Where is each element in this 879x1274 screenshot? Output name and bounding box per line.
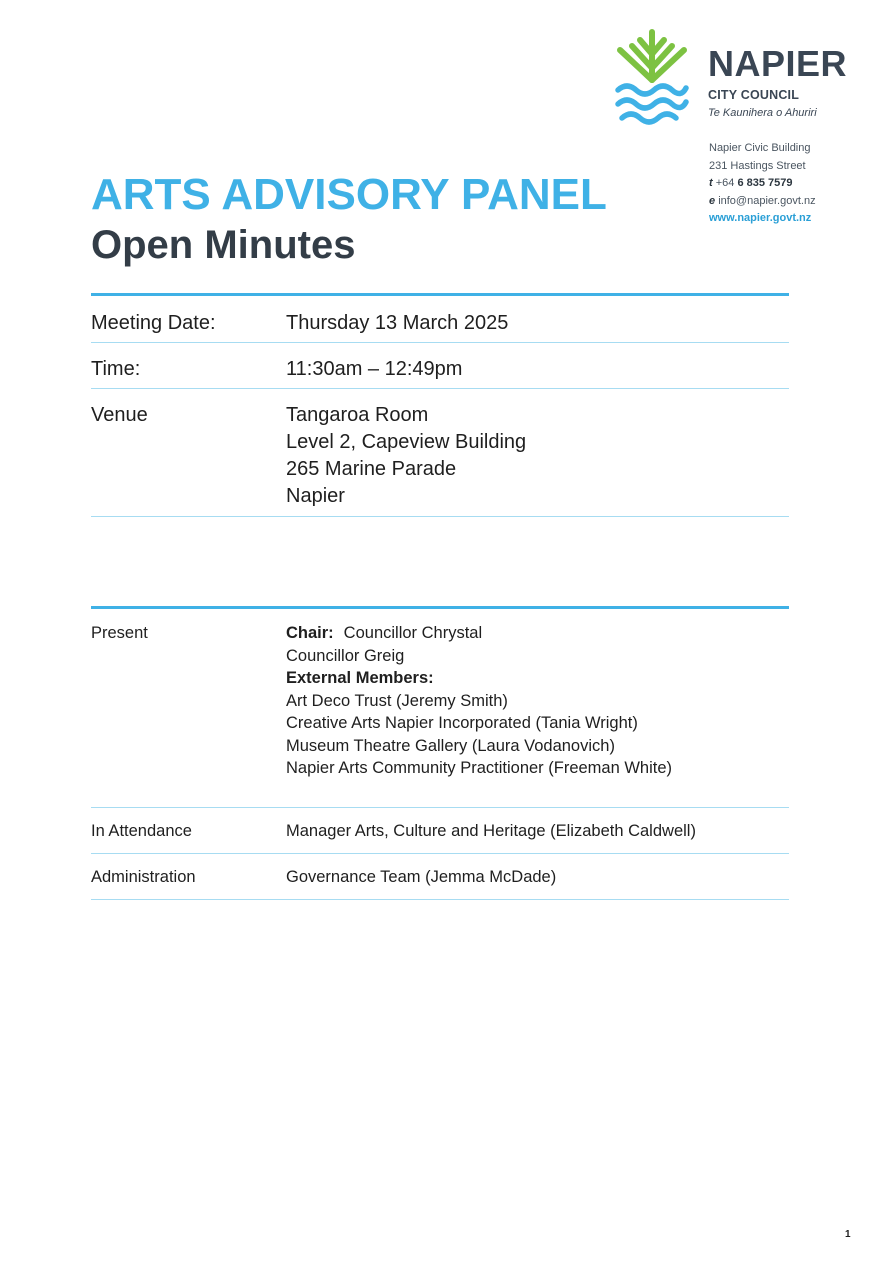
contact-website[interactable]: www.napier.govt.nz [709, 212, 812, 224]
phone-code: +64 [715, 177, 735, 189]
in-attendance-label: In Attendance [91, 822, 192, 840]
row-divider [91, 516, 789, 517]
venue-line: Napier [286, 485, 345, 507]
document-subtitle: Open Minutes [91, 223, 356, 267]
row-divider [91, 388, 789, 389]
chair-line [286, 622, 672, 645]
contact-phone [709, 175, 816, 193]
page-number: 1 [845, 1229, 851, 1240]
contact-block [709, 140, 816, 228]
napier-logo-icon [612, 26, 692, 130]
external-member: Museum Theatre Gallery (Laura Vodanovich) [286, 736, 615, 755]
external-member: Art Deco Trust (Jeremy Smith) [286, 691, 508, 710]
external-member: Creative Arts Napier Incorporated (Tania Wright) [286, 714, 638, 732]
email-address[interactable]: info@napier.govt.nz [718, 194, 816, 207]
contact-building: Napier Civic Building [709, 142, 811, 154]
present-list [286, 622, 672, 780]
document-title: ARTS ADVISORY PANEL [91, 170, 607, 219]
attendance-table-top-rule [91, 606, 789, 609]
logo-council: CITY COUNCIL [708, 88, 800, 102]
administration-label: Administration [91, 868, 196, 886]
row-divider [91, 899, 789, 900]
time-value: 11:30am – 12:49pm [286, 358, 463, 380]
meeting-date-value: Thursday 13 March 2025 [286, 312, 509, 334]
contact-email [709, 193, 816, 211]
logo-name: NAPIER [708, 43, 848, 84]
venue-line: Level 2, Capeview Building [286, 431, 527, 453]
row-divider [91, 342, 789, 343]
meeting-date-label: Meeting Date: [91, 312, 216, 334]
present-label: Present [91, 624, 148, 642]
external-member: Napier Arts Community Practitioner (Freeman White) [286, 759, 673, 777]
row-divider [91, 807, 789, 808]
chair-name: Councillor Chrystal [343, 624, 483, 642]
meeting-table-top-rule [91, 293, 789, 296]
contact-street: 231 Hastings Street [709, 159, 806, 172]
administration-value: Governance Team (Jemma McDade) [286, 868, 557, 886]
in-attendance-value: Manager Arts, Culture and Heritage (Elizabeth Caldwell) [286, 822, 696, 840]
external-members-label: External Members: [286, 669, 434, 687]
venue-value [286, 402, 526, 510]
email-prefix: e [709, 194, 716, 207]
logo-maori-name: Te Kaunihera o Ahuriri [708, 107, 817, 119]
venue-line: Tangaroa Room [286, 404, 429, 426]
napier-city-council-logo [612, 26, 852, 130]
venue-line: 265 Marine Parade [286, 458, 457, 480]
phone-prefix: t [709, 177, 713, 189]
councillor-name: Councillor Greig [286, 646, 405, 665]
chair-label: Chair: [286, 624, 334, 642]
phone-number: 6 835 7579 [737, 177, 793, 189]
row-divider [91, 853, 789, 854]
time-label: Time: [91, 358, 141, 380]
venue-label: Venue [91, 404, 148, 426]
